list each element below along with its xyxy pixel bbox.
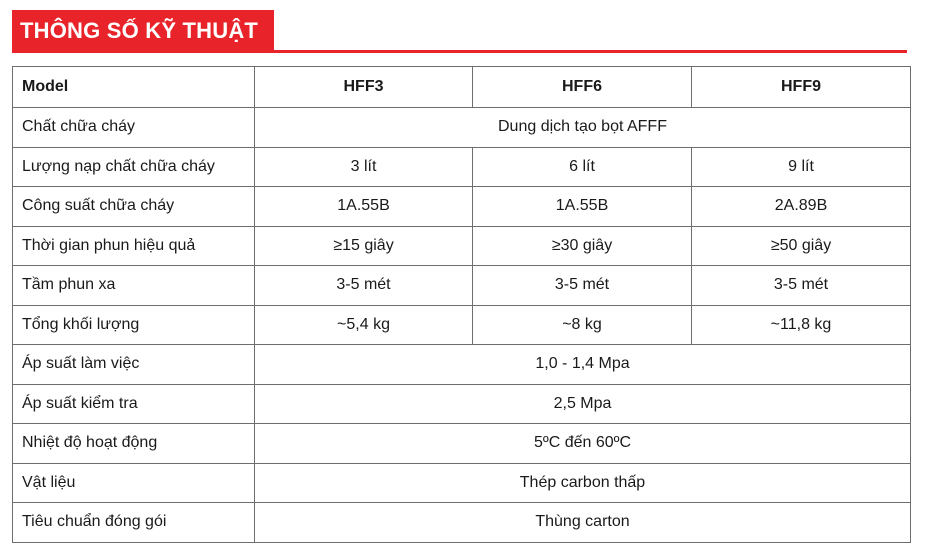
row-label: Tiêu chuẩn đóng gói	[13, 503, 255, 543]
table-header-row	[13, 67, 911, 108]
row-value: 3-5 mét	[255, 266, 473, 306]
header-model-hff3: HFF3	[255, 67, 473, 108]
table-row	[13, 463, 911, 503]
row-value: ≥15 giây	[255, 226, 473, 266]
header-model-hff9: HFF9	[692, 67, 911, 108]
row-label: Lượng nạp chất chữa cháy	[13, 147, 255, 187]
row-label: Nhiệt độ hoạt động	[13, 424, 255, 464]
header-model-label: Model	[13, 67, 255, 108]
table-row	[13, 345, 911, 385]
row-value: 2A.89B	[692, 187, 911, 227]
row-label: Áp suất kiểm tra	[13, 384, 255, 424]
row-label: Áp suất làm việc	[13, 345, 255, 385]
table-row	[13, 424, 911, 464]
row-value: 9 lít	[692, 147, 911, 187]
row-value-merged: Dung dịch tạo bọt AFFF	[255, 108, 911, 148]
row-value: 1A.55B	[473, 187, 692, 227]
row-label: Công suất chữa cháy	[13, 187, 255, 227]
row-value: 6 lít	[473, 147, 692, 187]
table-row	[13, 147, 911, 187]
table-row	[13, 305, 911, 345]
row-value-merged: Thùng carton	[255, 503, 911, 543]
table-row	[13, 226, 911, 266]
table-row	[13, 187, 911, 227]
row-value: ~5,4 kg	[255, 305, 473, 345]
row-value: ≥30 giây	[473, 226, 692, 266]
table-row	[13, 108, 911, 148]
row-label: Vật liệu	[13, 463, 255, 503]
header-model-hff6: HFF6	[473, 67, 692, 108]
row-value-merged: 2,5 Mpa	[255, 384, 911, 424]
row-value: ~8 kg	[473, 305, 692, 345]
section-heading-text: THÔNG SỐ KỸ THUẬT	[20, 18, 259, 43]
row-label: Chất chữa cháy	[13, 108, 255, 148]
row-value: 3 lít	[255, 147, 473, 187]
table-row	[13, 384, 911, 424]
row-label: Tầm phun xa	[13, 266, 255, 306]
row-value: 1A.55B	[255, 187, 473, 227]
spec-table	[12, 66, 911, 543]
row-value: ≥50 giây	[692, 226, 911, 266]
row-label: Thời gian phun hiệu quả	[13, 226, 255, 266]
spec-table-body	[13, 67, 911, 543]
row-value: 3-5 mét	[692, 266, 911, 306]
heading-underline	[12, 50, 907, 53]
table-row	[13, 266, 911, 306]
table-row	[13, 503, 911, 543]
section-heading	[12, 10, 274, 52]
row-label: Tổng khối lượng	[13, 305, 255, 345]
row-value: 3-5 mét	[473, 266, 692, 306]
row-value-merged: 5ºC đến 60ºC	[255, 424, 911, 464]
row-value: ~11,8 kg	[692, 305, 911, 345]
row-value-merged: Thép carbon thấp	[255, 463, 911, 503]
row-value-merged: 1,0 - 1,4 Mpa	[255, 345, 911, 385]
